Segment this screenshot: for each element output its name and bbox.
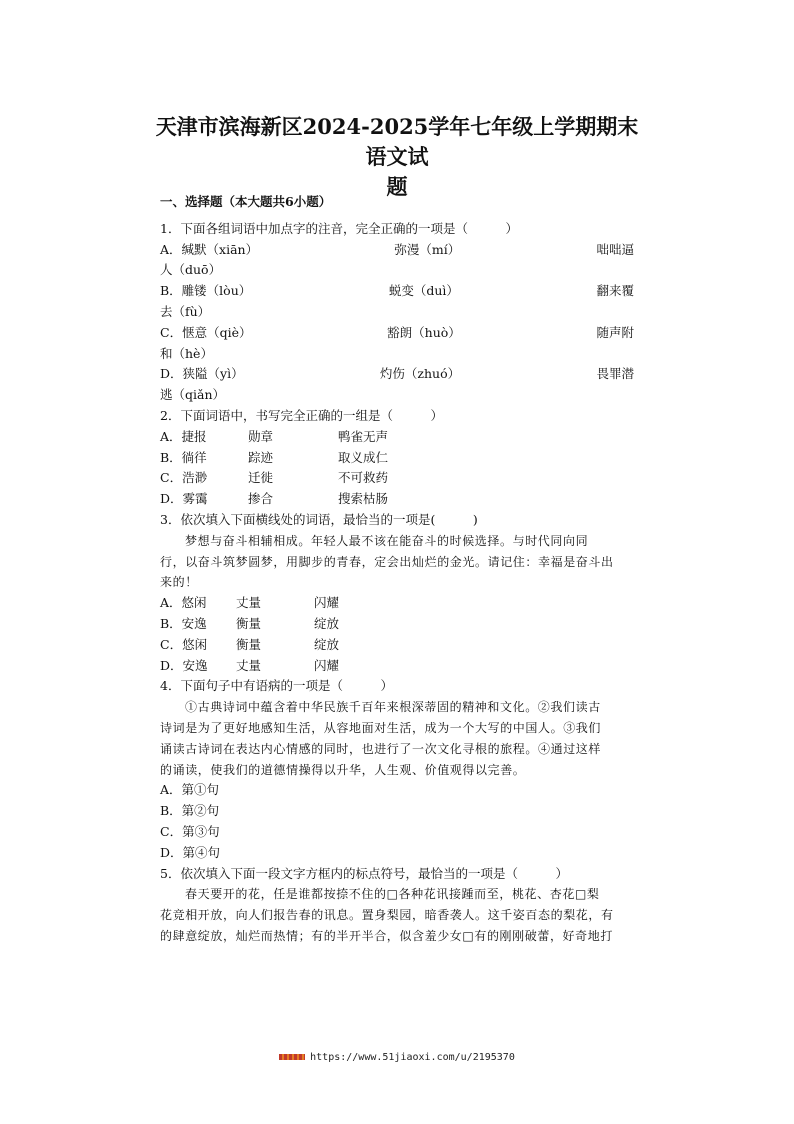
title-line-2: 题	[386, 174, 408, 199]
site-logo-icon	[279, 1054, 305, 1060]
title-line-1: 天津市滨海新区2024-2025学年七年级上学期期末语文试	[155, 114, 639, 169]
q3-passage-line-1: 梦想与奋斗相辅相成。年轻人最不该在能奋斗的时候选择。与时代同向同	[185, 533, 589, 548]
q3-option-d: D．安逸 丈量 闪耀	[160, 657, 340, 673]
q1-option-b-wrap: 去（fù）	[160, 303, 211, 319]
page-footer	[0, 1052, 794, 1063]
q4-option-d: D．第④句	[160, 844, 221, 860]
question-4-stem: 4．下面句子中有语病的一项是（ ）	[160, 678, 393, 694]
q3-passage-line-2: 行，以奋斗筑梦圆梦，用脚步的青春，定会出灿烂的金光。请记住：幸福是奋斗出	[160, 554, 614, 569]
question-1-stem: 1．下面各组词语中加点字的注音，完全正确的一项是（ ）	[160, 220, 518, 236]
q1-option-c: C．惬意（qiè） 豁朗（huò） 随声附	[160, 324, 634, 340]
q1-option-c-wrap: 和（hè）	[160, 345, 213, 361]
question-3-stem: 3．依次填入下面横线处的词语，最恰当的一项是( )	[160, 511, 478, 527]
q4-passage-line-3: 诵读古诗词在表达内心情感的同时，也进行了一次文化寻根的旅程。④通过这样	[160, 741, 602, 756]
q1-option-a-wrap: 人（duō）	[160, 262, 222, 278]
document-title	[150, 112, 644, 202]
footer-url-link[interactable]: https://www.51jiaoxi.com/u/2195370	[310, 1052, 515, 1063]
q3-option-b: B．安逸 衡量 绽放	[160, 615, 340, 631]
q5-passage-line-1: 春天要开的花，任是谁都按捺不住的□各种花讯接踵而至，桃花、杏花□梨	[185, 887, 600, 902]
q3-passage-line-3: 来的！	[160, 575, 198, 590]
q1-option-d: D．狭隘（yì） 灼伤（zhuó） 畏罪潜	[160, 366, 634, 382]
q2-option-b: B．徜徉 踪迹 取义成仁	[160, 449, 389, 465]
q4-passage-line-2: 诗词是为了更好地感知生活，从容地面对生活，成为一个大写的中国人。③我们	[160, 720, 602, 735]
q4-option-a: A．第①句	[160, 782, 220, 798]
q4-option-b: B．第②句	[160, 803, 220, 819]
q3-option-a: A．悠闲 丈量 闪耀	[160, 595, 340, 611]
q4-option-c: C．第③句	[160, 823, 220, 839]
q4-passage-line-1: ①古典诗词中蕴含着中华民族千百年来根深蒂固的精神和文化。②我们读古	[185, 700, 601, 715]
q2-option-a: A．捷报 勋章 鸭雀无声	[160, 428, 389, 444]
q2-option-c: C．浩渺 迁徙 不可救药	[160, 470, 389, 486]
q4-passage-line-4: 的诵读，使我们的道德情操得以升华，人生观、价值观得以完善。	[160, 762, 526, 777]
q2-option-d: D．雾霭 掺合 搜索枯肠	[160, 491, 389, 507]
question-2-stem: 2．下面词语中，书写完全正确的一组是（ ）	[160, 407, 443, 423]
q5-passage-line-3: 的肆意绽放，灿烂而热情；有的半开半合，似含羞少女□有的刚刚破蕾，好奇地打	[160, 928, 613, 943]
section-heading: 一、选择题（本大题共6小题）	[160, 194, 332, 209]
q1-option-d-wrap: 逃（qiǎn）	[160, 387, 226, 403]
q1-option-b: B．雕镂（lòu） 蜕变（duì） 翻来覆	[160, 283, 634, 299]
question-5-stem: 5．依次填入下面一段文字方框内的标点符号，最恰当的一项是（ ）	[160, 865, 568, 881]
document-content	[160, 192, 634, 947]
q3-option-c: C．悠闲 衡量 绽放	[160, 636, 340, 652]
q1-option-a: A．缄默（xiān） 弥漫（mí） 咄咄逼	[160, 241, 634, 257]
q5-passage-line-2: 花竞相开放，向人们报告春的讯息。置身梨园，暗香袭人。这千姿百态的梨花，有	[160, 908, 614, 923]
